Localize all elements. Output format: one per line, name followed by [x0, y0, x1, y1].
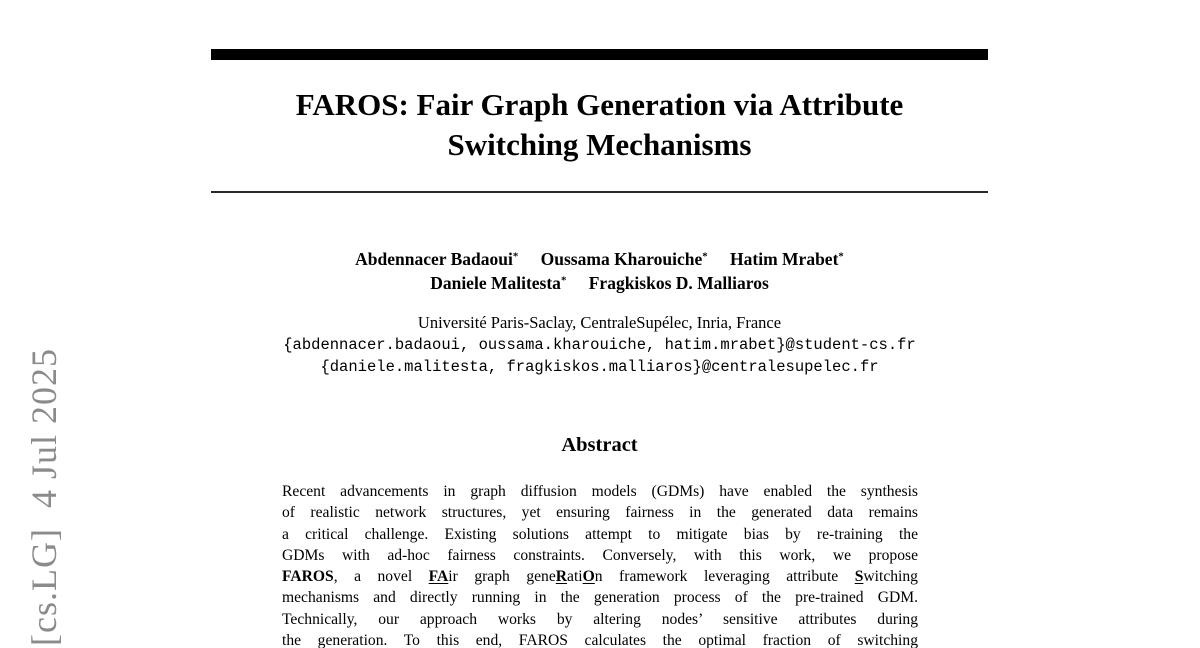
abstract-segment: the generation. To this end, FAROS calculates the optimal fraction of switching	[282, 632, 918, 648]
author-name	[589, 273, 769, 293]
affiliation: Université Paris-Saclay, CentraleSupélec, Inria, France	[417, 313, 782, 332]
abstract-line	[282, 566, 918, 587]
abstract-line	[282, 630, 918, 648]
title-rule-top	[211, 49, 988, 60]
title-rule-bottom	[211, 191, 988, 193]
email-line-2: {daniele.malitesta, fragkiskos.malliaros}@centralesupelec.fr	[320, 357, 879, 376]
author-name	[355, 249, 518, 269]
abstract-segment: n framework leveraging attribute	[594, 568, 855, 586]
abstract-segment: GDMs with ad-hoc fairness constraints. Conversely, with this work, we propose	[282, 546, 918, 564]
abstract-line	[282, 587, 918, 608]
author-name-text: Hatim Mrabet	[730, 249, 839, 270]
author-name-text: Abdennacer Badaoui	[355, 249, 513, 270]
abstract-segment: FAROS	[282, 568, 334, 586]
abstract-segment: S	[854, 568, 864, 586]
abstract-segment: Recent advancements in graph diffusion models (GDMs) have enabled the synthesis	[282, 483, 918, 500]
paper-title-line-2: Switching Mechanisms	[447, 127, 752, 162]
author-asterisk: *	[838, 251, 844, 263]
author-name	[541, 249, 708, 269]
author-asterisk: *	[512, 251, 519, 263]
abstract-segment: witching	[863, 568, 918, 586]
abstract-segment: ir graph gene	[448, 568, 556, 586]
email-block	[211, 335, 988, 378]
abstract-segment: ati	[567, 568, 583, 586]
paper-title	[211, 85, 988, 165]
author-line-2	[211, 271, 988, 295]
author-line-1	[211, 247, 988, 271]
abstract-line	[282, 545, 918, 566]
abstract-text	[282, 481, 918, 648]
author-asterisk: *	[702, 251, 708, 263]
author-name	[730, 249, 844, 269]
author-name-text: Daniele Malitesta	[430, 273, 561, 294]
author-block	[211, 247, 988, 295]
abstract-line	[282, 502, 918, 523]
author-name	[430, 273, 566, 293]
author-name-text: Fragkiskos D. Malliaros	[588, 273, 769, 294]
abstract-segment: a critical challenge. Existing solutions attempt to mitigate bias by re-training the	[282, 525, 918, 543]
abstract-line	[282, 524, 918, 545]
abstract-segment: of realistic network structures, yet ensuring fairness in the generated data remains	[282, 504, 918, 522]
abstract-segment: O	[582, 568, 595, 586]
abstract-segment: R	[555, 568, 568, 586]
arxiv-watermark: [cs.LG] 4 Jul 2025	[24, 348, 64, 646]
abstract-segment: , a novel	[333, 568, 429, 586]
author-name-text: Oussama Kharouiche	[540, 249, 703, 270]
abstract-segment: FA	[428, 568, 449, 586]
email-line-1: {abdennacer.badaoui, oussama.kharouiche, hatim.mrabet}@student-cs.fr	[283, 336, 916, 354]
author-asterisk: *	[560, 274, 567, 287]
abstract-line	[282, 481, 918, 502]
abstract-heading: Abstract	[561, 434, 638, 456]
abstract-segment: mechanisms and directly running in the generation process of the pre-trained GDM.	[282, 589, 918, 607]
paper-title-line-1: FAROS: Fair Graph Generation via Attribute	[295, 87, 904, 122]
abstract-segment: Technically, our approach works by altering nodes’ sensitive attributes during	[282, 610, 918, 628]
abstract-line	[282, 609, 918, 630]
